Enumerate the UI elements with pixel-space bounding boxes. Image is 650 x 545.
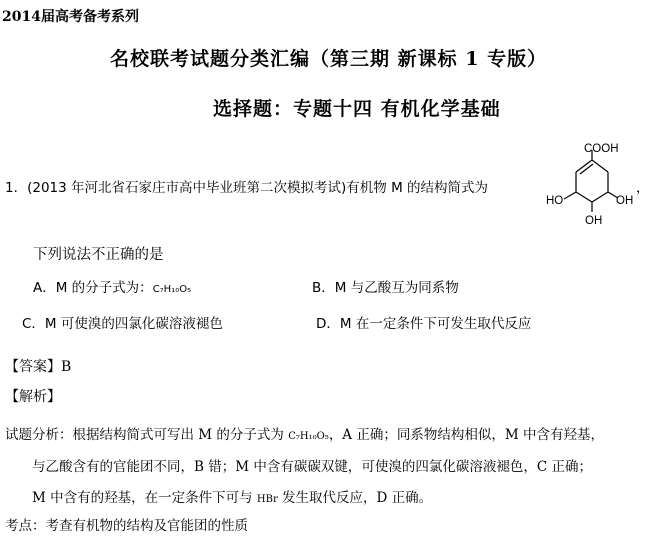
hbr-formula: HBr [256,494,278,505]
answer-value: B [61,359,72,375]
document-title: 名校联考试题分类汇编（第三期 新课标 1 专版） [110,48,548,70]
answer-label: 【答案】 [5,359,61,375]
explanation-line-3 [32,486,432,506]
oh-label-bottom: OH [585,215,603,227]
explanation-label: 【解析】 [5,389,61,405]
option-d: D．M 在一定条件下可发生取代反应 [316,316,532,332]
answer-line [5,356,71,376]
molecule-structure [542,140,648,240]
question-prompt: 下列说法不正确的是 [33,247,164,263]
question-number: 1． [5,180,28,196]
explanation-line-1-a: 试题分析：根据结构简式可写出 M 的分子式为 [5,427,289,443]
question-line [5,176,488,196]
explanation-line-3-a: M 中含有的羟基，在一定条件下可与 [32,490,257,506]
ring-bond [592,160,608,172]
ring-bond [592,192,608,202]
explanation-line-2: 与乙酸含有的官能团不同，B 错；M 中含有碳碳双键，可使溴的四氯化碳溶液褪色，C 正确； [32,459,592,475]
document-subtitle: 选择题：专题十四 有机化学基础 [213,98,501,120]
exam-point: 考点：考查有机物的结构及官能团的性质 [5,518,248,534]
structural-formula-diagram [542,140,648,236]
option-b: B．M 与乙酸互为同系物 [312,280,459,296]
ho-bond [564,192,576,199]
ring-bond [576,192,592,202]
cooh-label: COOH [584,143,619,155]
question-source: (2013 年河北省石家庄市高中毕业班第二次模拟考试) [27,180,347,196]
double-bond-line [580,164,593,174]
option-c: C．M 可使溴的四氯化碳溶液褪色 [22,316,223,332]
explanation-formula: C₇H₁₀O₅ [288,431,329,442]
series-heading: 2014届高考备考系列 [2,9,139,25]
oh-label-right: OH [616,195,634,207]
option-a [33,276,191,296]
question-stem: 有机物 M 的结构简式为 [346,180,489,196]
stem-comma: ， [636,180,650,196]
explanation-line-1-b: ，A 正确；同系物结构相似，M 中含有羟基， [328,427,604,443]
option-a-text: A．M 的分子式为： [33,280,153,296]
explanation-line-3-b: 发生取代反应，D 正确。 [277,490,433,506]
ho-label: HO [546,195,564,207]
explanation-line-1 [5,423,604,443]
option-a-formula: C₇H₁₀O₅ [152,284,192,295]
